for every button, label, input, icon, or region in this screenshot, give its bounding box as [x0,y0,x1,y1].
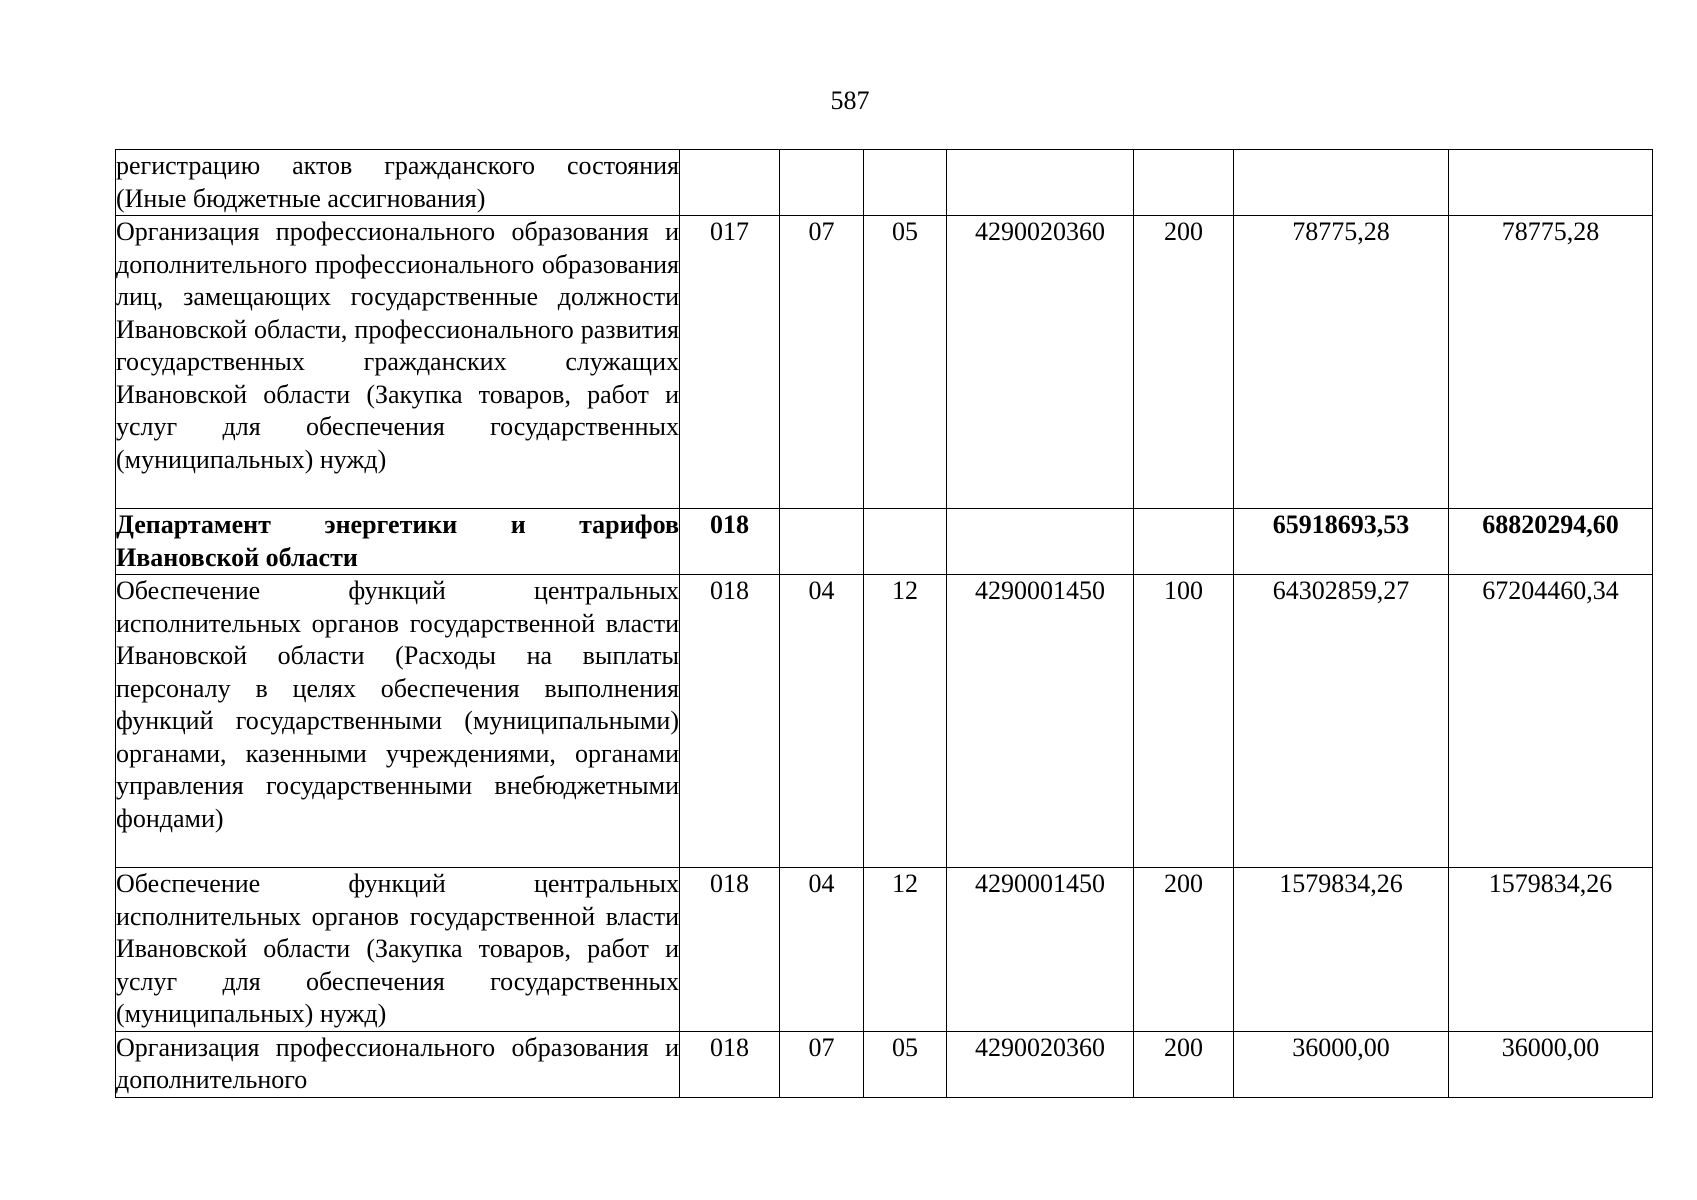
amount-2: 36000,00 [1449,1031,1653,1097]
subsection-code [864,509,947,575]
target-article-code: 4290020360 [947,216,1134,509]
expense-type-code: 100 [1134,575,1234,868]
amount-1: 65918693,53 [1234,509,1449,575]
table-row [116,509,1653,575]
expense-type-code: 200 [1134,1031,1234,1097]
row-description: Обеспечение функций центральных исполнительных органов государственной власти Ивановской области (Расходы на выплаты персоналу в целях обеспечения выполнения функций государственными (муниципальными) органами, казенными учреждениями, органами управления государственными внебюджетными фондами) [116,575,680,868]
expense-type-code [1134,150,1234,216]
row-description: Организация профессионального образования и дополнительного [116,1031,680,1097]
admin-code: 017 [680,216,780,509]
amount-1: 1579834,26 [1234,868,1449,1032]
section-code: 04 [780,868,864,1032]
amount-2 [1449,150,1653,216]
amount-2: 68820294,60 [1449,509,1653,575]
admin-code: 018 [680,1031,780,1097]
admin-code: 018 [680,868,780,1032]
expense-type-code: 200 [1134,868,1234,1032]
target-article-code: 4290001450 [947,868,1134,1032]
subsection-code: 05 [864,216,947,509]
section-code [780,509,864,575]
subsection-code: 05 [864,1031,947,1097]
section-code: 04 [780,575,864,868]
expense-type-code [1134,509,1234,575]
subsection-code: 12 [864,575,947,868]
subsection-code [864,150,947,216]
amount-2: 67204460,34 [1449,575,1653,868]
table-row [116,150,1653,216]
amount-1: 64302859,27 [1234,575,1449,868]
table-row [116,868,1653,1032]
subsection-code: 12 [864,868,947,1032]
page-number: 587 [830,86,870,115]
expense-type-code: 200 [1134,216,1234,509]
admin-code: 018 [680,575,780,868]
admin-code [680,150,780,216]
section-code [780,150,864,216]
row-description: Организация профессионального образования и дополнительного профессионального образования лиц, замещающих государственные должности Ивановской области, профессионального развития государственных гражданских служащих Ивановской области (Закупка товаров, работ и услуг для обеспечения государственных (муниципальных) нужд) [116,216,680,509]
amount-2: 78775,28 [1449,216,1653,509]
target-article-code: 4290020360 [947,1031,1134,1097]
row-description: Департамент энергетики и тарифов Ивановской области [116,509,680,575]
admin-code: 018 [680,509,780,575]
amount-1 [1234,150,1449,216]
row-description: Обеспечение функций центральных исполнительных органов государственной власти Ивановской области (Закупка товаров, работ и услуг для обеспечения государственных (муниципальных) нужд) [116,868,680,1032]
section-code: 07 [780,216,864,509]
amount-1: 36000,00 [1234,1031,1449,1097]
table-row [116,1031,1653,1097]
budget-table [115,149,1653,1098]
table-row [116,575,1653,868]
target-article-code [947,150,1134,216]
table-row [116,216,1653,509]
amount-2: 1579834,26 [1449,868,1653,1032]
target-article-code: 4290001450 [947,575,1134,868]
row-description: регистрацию актов гражданского состояния (Иные бюджетные ассигнования) [116,150,680,216]
section-code: 07 [780,1031,864,1097]
amount-1: 78775,28 [1234,216,1449,509]
target-article-code [947,509,1134,575]
